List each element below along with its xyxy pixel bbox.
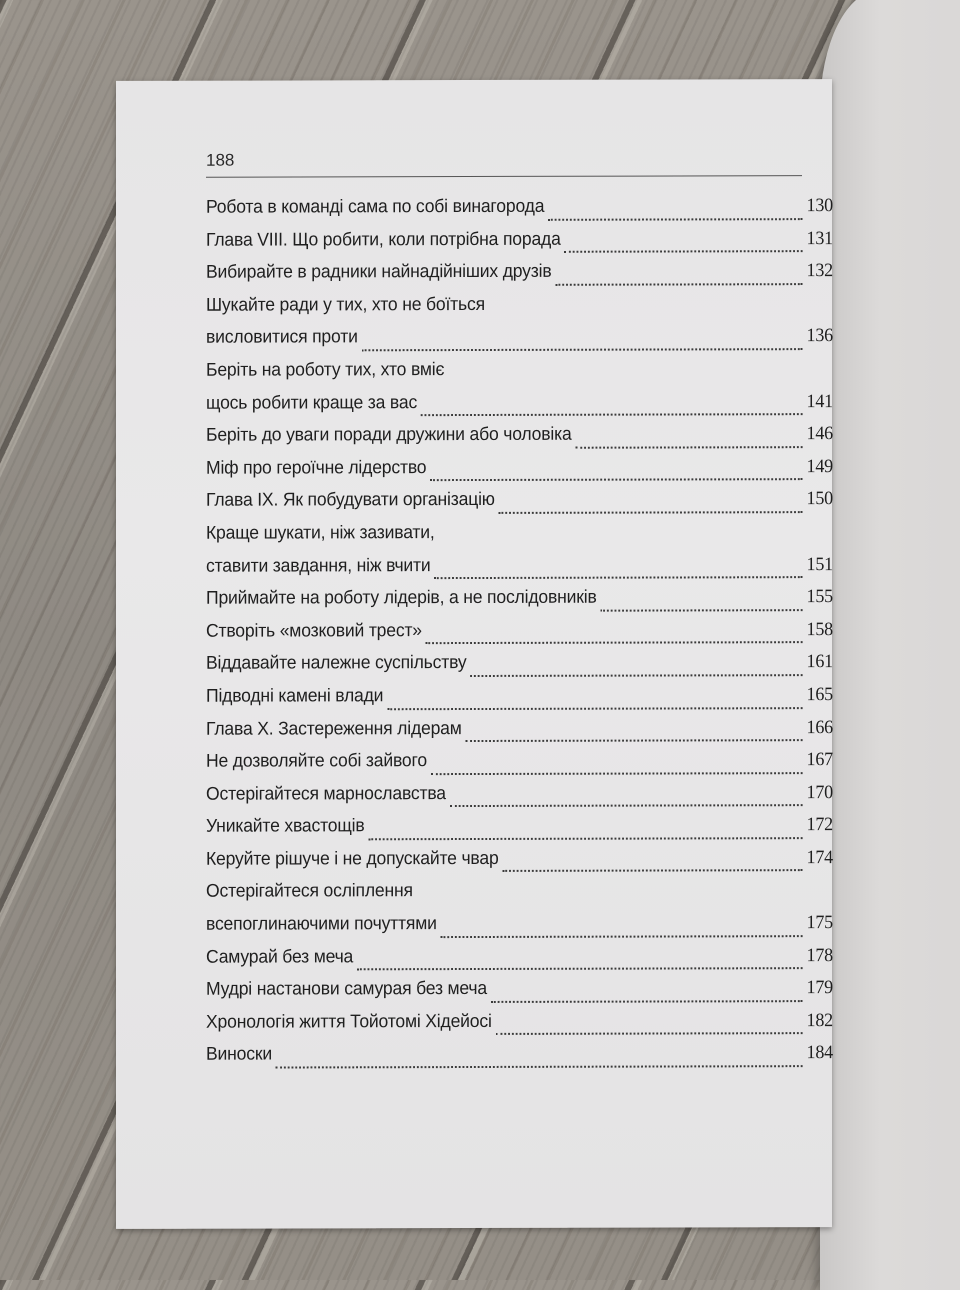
toc-entry-title: щось робити краще за вас [206,390,418,413]
toc-entry-page: 170 [806,781,833,803]
toc-entry-page: 131 [806,227,833,249]
toc-entry-page: 158 [806,618,833,640]
toc-entry[interactable] [206,227,833,261]
toc-entry-first-line[interactable] [206,292,833,326]
toc-entry[interactable] [206,650,833,684]
toc-entry[interactable] [206,716,833,750]
toc-entry-page: 174 [806,846,833,869]
leader-dots [430,477,803,481]
leader-dots [555,282,802,286]
leader-dots [431,771,803,775]
toc-entry-title: Глава IX. Як побудувати організацію [206,488,495,511]
toc-entry[interactable] [206,585,833,619]
toc-entry-title: Уникайте хвастощів [206,814,365,836]
toc-entry-title-line1: Краще шукати, ніж зазивати, [206,521,435,543]
header-rule [206,175,802,178]
toc-entry-title: Приймайте на роботу лідерів, а не послідовників [206,585,597,608]
toc-entry[interactable] [206,683,833,717]
toc-entry[interactable] [206,944,833,978]
toc-entry-page: 149 [806,455,833,477]
book-page [116,79,832,1229]
leader-dots [434,575,802,579]
toc-entry-page: 161 [806,651,833,673]
toc-entry[interactable] [206,748,833,782]
toc-entry-page: 132 [806,260,833,282]
leader-dots [450,803,803,807]
toc-entry-title: Створіть «мозковий трест» [206,618,422,641]
leader-dots [426,640,803,644]
toc-entry-page: 130 [806,195,833,217]
facing-page [820,0,960,1290]
toc-entry[interactable] [206,259,833,293]
leader-dots [368,836,802,840]
toc-entry-page: 175 [806,912,833,934]
toc-entry-title-line1: Шукайте ради у тих, хто не боїться [206,292,485,315]
leader-dots [362,347,803,351]
toc-entry-title: Підводні камені влади [206,684,384,706]
toc-entry[interactable] [206,846,833,880]
toc-entry[interactable] [206,194,833,228]
table-of-contents [206,194,833,1076]
toc-entry-title: Не дозволяйте собі зайвого [206,749,427,771]
toc-entry-title-line1: Беріть на роботу тих, хто вміє [206,358,445,380]
toc-entry-page: 184 [806,1042,833,1064]
leader-dots [548,217,803,221]
toc-entry-title: Глава X. Застереження лідерам [206,716,462,739]
toc-entry-page: 155 [806,586,833,608]
toc-entry[interactable] [206,455,833,489]
leader-dots [496,1032,803,1036]
toc-entry[interactable] [206,781,833,815]
leader-dots [470,673,802,677]
toc-entry-first-line[interactable] [206,520,833,554]
leader-dots [491,999,803,1003]
toc-entry-page: 179 [806,977,833,999]
leader-dots [421,412,803,416]
toc-entry-title: Беріть до уваги поради дружини або чоловіка [206,422,572,445]
toc-entry-page: 150 [806,488,833,510]
leader-dots [499,510,803,514]
leader-dots [357,966,803,970]
toc-entry-title: ставити завдання, ніж вчити [206,553,431,576]
toc-entry-page: 151 [806,553,833,575]
toc-entry-first-line[interactable] [206,879,833,913]
toc-entry-title: висловитися проти [206,325,358,348]
toc-entry-title-line1: Остерігайтеся осліплення [206,879,413,902]
toc-entry-title: Керуйте рішуче і не допускайте чвар [206,846,499,869]
leader-dots [564,249,802,253]
toc-entry-title: Віддавайте належне суспільству [206,651,467,674]
toc-entry[interactable] [206,324,833,358]
leader-dots [465,738,802,742]
toc-entry-title: Мудрі настанови самурая без меча [206,977,487,999]
toc-entry[interactable] [206,813,833,847]
toc-entry-first-line[interactable] [206,357,833,391]
toc-entry[interactable] [206,1041,833,1075]
page-number: 188 [206,150,235,170]
toc-entry-page: 136 [806,325,833,347]
toc-entry-page: 146 [806,423,833,445]
page-content [206,149,833,1076]
leader-dots [387,706,803,710]
toc-entry-title: Хронологія життя Тойотомі Хідейосі [206,1009,492,1032]
toc-entry[interactable] [206,390,833,424]
leader-dots [502,869,802,873]
toc-entry-page: 141 [806,390,833,412]
leader-dots [441,934,803,938]
leader-dots [276,1064,803,1068]
toc-entry-page: 167 [806,749,833,771]
toc-entry-page: 178 [806,944,833,966]
toc-entry-title: всепоглинаючими почуттями [206,912,437,934]
leader-dots [575,445,802,449]
leader-dots [600,608,802,612]
toc-entry[interactable] [206,618,833,652]
toc-entry-title: Глава VIII. Що робити, коли потрібна порада [206,227,561,250]
toc-entry-page: 182 [806,1009,833,1031]
toc-entry-title: Самурай без меча [206,944,354,967]
toc-entry[interactable] [206,422,833,456]
toc-entry-page: 166 [806,716,833,738]
toc-entry[interactable] [206,976,833,1010]
toc-entry-title: Робота в команді сама по собі винагорода [206,194,545,217]
toc-entry[interactable] [206,1009,833,1043]
toc-entry[interactable] [206,911,833,945]
toc-entry-title: Міф про героїчне лідерство [206,455,427,478]
toc-entry[interactable] [206,487,833,521]
toc-entry-title: Виноски [206,1042,272,1065]
toc-entry[interactable] [206,553,833,587]
toc-entry-page: 172 [806,814,833,836]
toc-entry-page: 165 [806,683,833,706]
toc-entry-title: Остерігайтеся марнославства [206,781,446,804]
toc-entry-title: Вибирайте в радники найнадійніших друзів [206,259,552,282]
